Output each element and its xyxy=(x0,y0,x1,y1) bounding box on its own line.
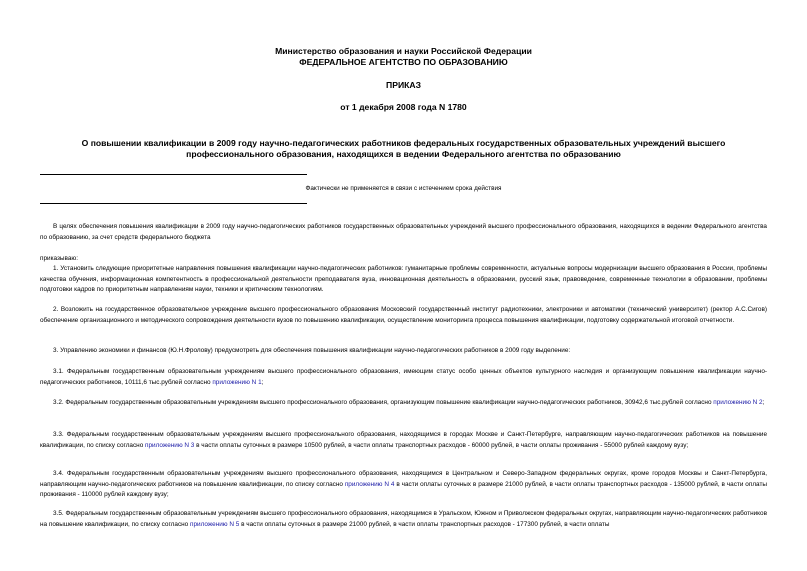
ministry-name: Министерство образования и науки Российской Федерации xyxy=(275,46,532,56)
paragraph-3-2: 3.2. Федеральным государственным образовательным учреждениям высшего профессионального образования, организующим повышение квалификации научно-педагогических работников, 30942,6 тыс.рублей согласно приложению N 2; xyxy=(53,399,765,406)
paragraph-3-5: 3.5. Федеральным государственным образовательным учреждениям высшего профессионального образования, находящимся в Уральском, Южном и Приволжском федеральных округах, направляющим научно-педагогических работников на повышение квалификации, по списку согласно приложению N 5 в части оплаты суточных в размере 21000 рублей, в части оплаты транспортных расходов - 177300 рублей, в части оплаты xyxy=(40,510,767,528)
paragraph-3-3: 3.3. Федеральным государственным образовательным учреждениям высшего профессионального образования, находящимся в городах Москве и Санкт-Петербурге, направляющим научно-педагогических работников на повышение квалификации, по списку согласно приложению N 3 в части оплаты суточных в размере 10500 рублей, в части оплаты транспортных расходов - 60000 рублей, в части оплаты проживания - 55000 рублей каждому вузу; xyxy=(40,431,767,449)
link-appendix-3[interactable]: приложению N 3 xyxy=(145,441,195,449)
paragraph-3-1: 3.1. Федеральным государственным образовательным учреждениям высшего профессионального образования, имеющим статус особо ценных объектов культурного наследия и организующим повышение квалификации научно-педагогических работников, 10111,6 тыс.рублей согласно приложению N 1; xyxy=(40,368,767,386)
doc-title-line2: профессионального образования, находящихся в ведении Федерального агентства по образованию xyxy=(186,149,621,159)
divider-bottom xyxy=(40,203,307,204)
link-appendix-1[interactable]: приложению N 1 xyxy=(212,378,262,386)
link-appendix-2[interactable]: приложению N 2 xyxy=(713,399,763,406)
paragraph-3-4: 3.4. Федеральным государственным образовательным учреждениям высшего профессионального образования, находящимся в Центральном и Северо-Западном федеральных округах, кроме городов Москвы и Санкт-Петербурга, направляющим научно-педагогических работников на повышение квалификации, по списку согласно приложению N 4 в части оплаты суточных в размере 21000 рублей, в части оплаты транспортных расходов - 135000 рублей, в части оплаты проживания - 110000 рублей каждому вузу; xyxy=(40,470,767,498)
paragraph-2: 2. Возложить на государственное образовательное учреждение высшего профессионального образования Московский государственный институт радиотехники, электроники и автоматики (технический университет) (ректор А.С.Сигов) обеспечение организационного и методического сопровождения деятельности вузов по повышению квалификации, осуществление мониторинга процесса повышения квалификации, подготовку содержательной итоговой отчетности. xyxy=(40,306,767,324)
paragraph-1: 1. Установить следующие приоритетные направления повышения квалификации научно-педагогических работников: гуманитарные проблемы современности, актуальные вопросы модернизации высшего образования в России, проблемы качества обучения, информационная компетентность в профессиональной деятельности преподавателя вуза, инновационная деятельность в образовании, русский язык, правоведение, современные технологии в образовании, проблемы подготовки кадров по приоритетным направлениям науки, техники и критическим технологиям. xyxy=(40,265,767,293)
status-note: Фактически не применяется в связи с истечением срока действия xyxy=(305,185,502,192)
paragraph-intro: В целях обеспечения повышения квалификации в 2009 году научно-педагогических работников государственных образовательных учреждений высшего профессионального образования, находящихся в ведении Федерального агентства по образованию, за счет средств федерального бюджета xyxy=(40,223,767,241)
doc-type: ПРИКАЗ xyxy=(386,80,421,90)
order-word: приказываю: xyxy=(40,255,78,262)
link-appendix-5[interactable]: приложению N 5 xyxy=(190,520,240,528)
agency-name: ФЕДЕРАЛЬНОЕ АГЕНТСТВО ПО ОБРАЗОВАНИЮ xyxy=(299,57,508,67)
divider-top xyxy=(40,174,307,175)
doc-title-line1: О повышении квалификации в 2009 году научно-педагогических работников федеральных государственных образовательных учреждений высшего xyxy=(81,138,726,148)
paragraph-3: 3. Управлению экономики и финансов (Ю.Н.Фролову) предусмотреть для обеспечения повышения квалификации научно-педагогических работников в 2009 году выделение: xyxy=(53,347,571,354)
doc-date-number: от 1 декабря 2008 года N 1780 xyxy=(340,102,467,112)
link-appendix-4[interactable]: приложению N 4 xyxy=(344,480,395,488)
